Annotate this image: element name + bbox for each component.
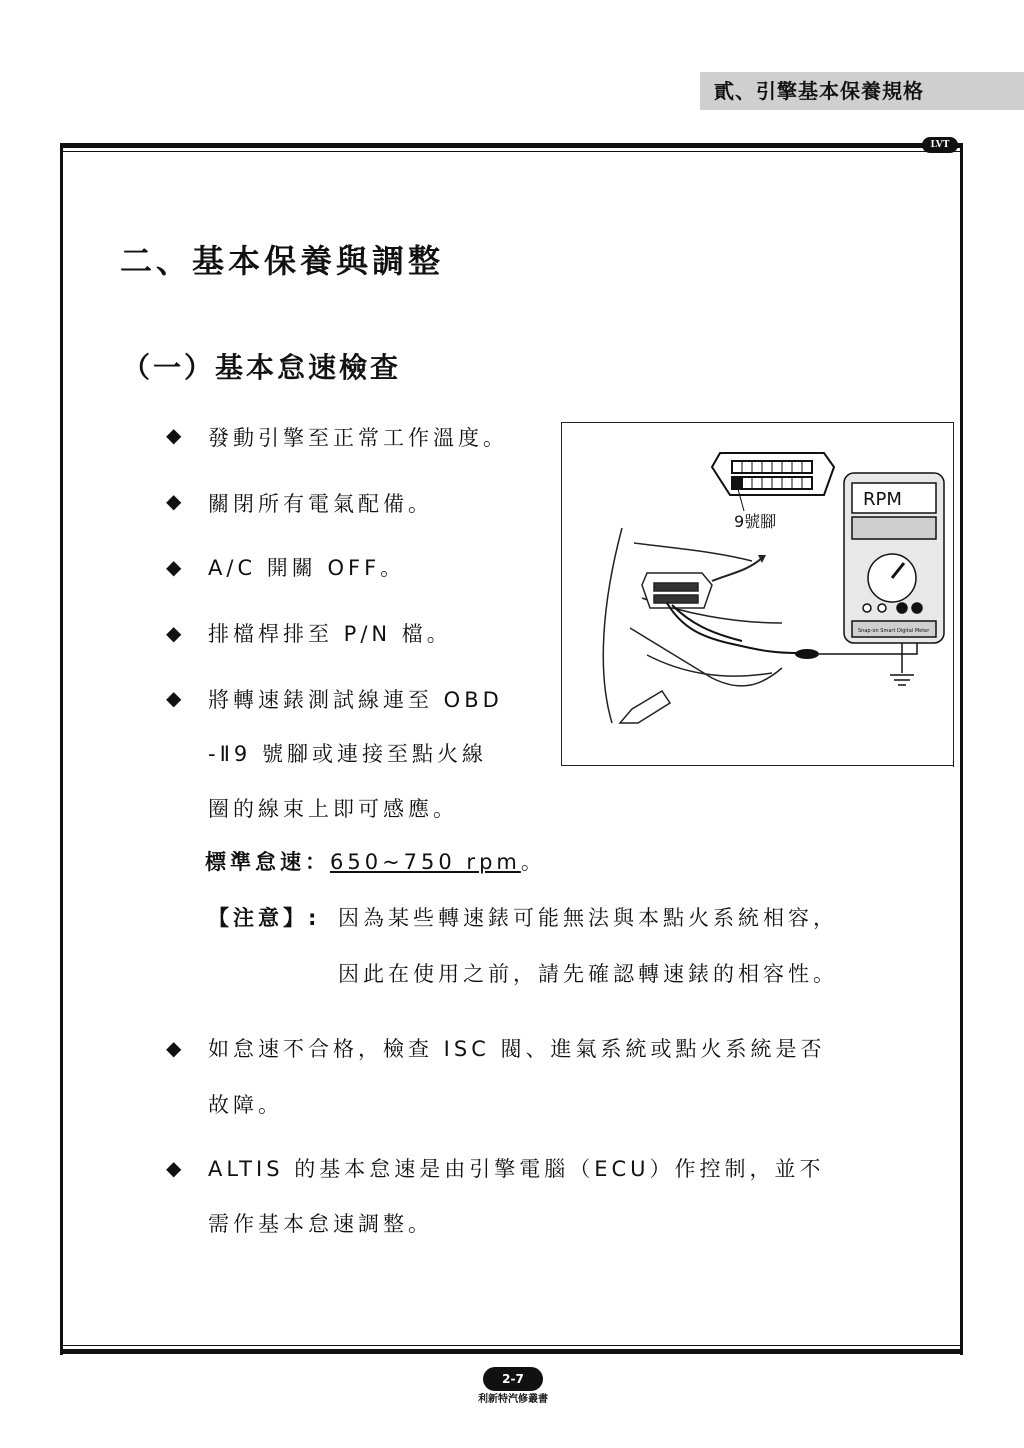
standard-idle-value: 650~750 rpm [330, 850, 521, 874]
diagram-frame-right [953, 422, 954, 767]
obd-connector-closeup [712, 453, 834, 495]
alligator-clip [795, 649, 819, 659]
top-rule [60, 143, 963, 148]
bullet-icon: ◆ [166, 555, 182, 579]
bullet-text-5-line-3: 圈的線束上即可感應。 [208, 797, 458, 821]
publisher-label: 利新特汽修叢書 [478, 1394, 548, 1405]
top-rule-thin [60, 151, 963, 152]
bullet-text-6-line-2: 故障。 [208, 1093, 283, 1117]
subsection-title: （一）基本怠速檢查 [122, 351, 402, 384]
logo-badge: LVT [922, 137, 958, 153]
bullet-text-5-line-2: -Ⅱ9 號腳或連接至點火線 [208, 742, 487, 766]
pin-label: 9號腳 [734, 512, 777, 531]
ground-symbol [890, 675, 914, 685]
chapter-header: 貳、引擎基本保養規格 [700, 72, 1024, 110]
page-number-badge: 2-7 [483, 1367, 543, 1391]
bullet-text-2: 關閉所有電氣配備。 [208, 492, 433, 516]
note-line-1: 因為某些轉速錶可能無法與本點火系統相容， [338, 906, 838, 930]
bullet-icon: ◆ [166, 423, 182, 447]
obd-tachometer-diagram [562, 423, 953, 766]
pointer-arrow [712, 558, 762, 581]
bottom-rule [60, 1349, 963, 1354]
frame-right-border [960, 143, 963, 1355]
bullet-text-7-line-1: ALTIS 的基本怠速是由引擎電腦（ECU）作控制，並不 [208, 1157, 825, 1181]
bullet-text-6-line-1: 如怠速不合格，檢查 ISC 閥、進氣系統或點火系統是否 [208, 1037, 826, 1061]
standard-idle-suffix: 。 [520, 850, 546, 874]
bullet-icon: ◆ [166, 621, 182, 645]
probe-lead [667, 603, 797, 653]
bullet-text-1: 發動引擎至正常工作溫度。 [208, 426, 508, 450]
frame-left-border [60, 143, 63, 1355]
bullet-icon: ◆ [166, 686, 182, 710]
bullet-text-7-line-2: 需作基本怠速調整。 [208, 1212, 433, 1236]
meter-display: RPM [863, 489, 902, 510]
dashboard-outline [603, 528, 782, 723]
bullet-icon: ◆ [166, 1156, 182, 1180]
bullet-text-4: 排檔桿排至 P/N 檔。 [208, 622, 452, 646]
standard-idle [205, 846, 546, 876]
note-label: 【注意】: [208, 906, 321, 930]
bullet-icon: ◆ [166, 1036, 182, 1060]
note-line-2: 因此在使用之前，請先確認轉速錶的相容性。 [338, 962, 838, 986]
bottom-rule-thin [60, 1345, 963, 1346]
section-title: 二、基本保養與調整 [120, 242, 445, 280]
meter-brand: Snap-on Smart Digital Meter [858, 628, 930, 634]
obd-port [642, 573, 712, 608]
bullet-text-5-line-1: 將轉速錶測試線連至 OBD [208, 688, 503, 712]
bullet-icon: ◆ [166, 489, 182, 513]
bullet-text-3: A/C 開關 OFF。 [208, 556, 406, 580]
standard-idle-label: 標準怠速： [205, 850, 330, 874]
